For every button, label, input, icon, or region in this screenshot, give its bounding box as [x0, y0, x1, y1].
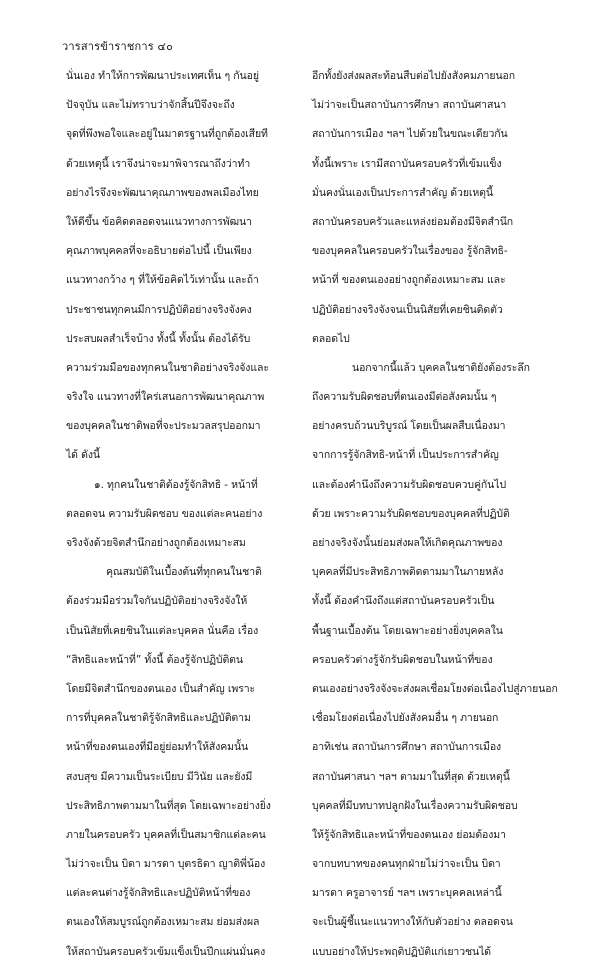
text-line: นอกจากนี้แล้ว บุคคลในชาติยังต้องระลึก — [352, 361, 530, 374]
numbered-heading-line: จริงจังด้วยจิตสำนึกอย่างถูกต้องเหมาะสม — [66, 537, 246, 549]
running-header: วารสารข้าราชการ ๔๐ — [62, 40, 173, 53]
text-line: อย่างครบถ้วนบริบูรณ์ โดยเป็นผลสืบเนื่องมา — [312, 420, 506, 433]
left-column — [66, 62, 306, 967]
text-line: สงบสุข มีความเป็นระเบียบ มีวินัย และยังมี — [66, 770, 253, 783]
text-line: จากการรู้จักสิทธิ-หน้าที่ เป็นประการสำคัญ — [312, 449, 499, 462]
text-line: นั่นเอง ทำให้การพัฒนาประเทศเห็น ๆ กันอยู่ — [66, 70, 259, 82]
text-line: มั่นคงนั่นเองเป็นประการสำคัญ ด้วยเหตุนี้ — [312, 186, 493, 199]
text-line: สถาบันครอบครัวและแหล่งย่อมต้องมีจิตสำนึก — [312, 215, 514, 228]
text-line: จะเป็นผู้ชี้แนะแนวทางให้กับตัวอย่าง ตลอดจน — [312, 916, 513, 929]
text-line: เป็นนิสัยที่เคยชินในแต่ละบุคคล นั่นคือ เรื่อง — [66, 624, 259, 637]
text-line: ให้รู้จักสิทธิและหน้าที่ของตนเอง ย่อมต้องมา — [312, 828, 506, 841]
text-line: ประชาชนทุกคนมีการปฏิบัติอย่างจริงจังคง — [66, 303, 252, 316]
text-line: หน้าที่ ของตนเองอย่างถูกต้องเหมาะสม และ — [312, 274, 506, 287]
text-line: ทั้งนี้ ต้องคำนึงถึงแต่สถาบันครอบครัวเป็น — [312, 595, 495, 608]
text-line: ของบุคคลในครอบครัวในเรื่องของ รู้จักสิทธิ- — [312, 245, 508, 258]
right-column — [312, 62, 558, 967]
text-line: มารดา ครูอาจารย์ ฯลฯ เพราะบุคคลเหล่านี้ — [312, 887, 502, 900]
text-line: บุคคลที่มีบทบาทปลูกฝังในเรื่องความรับผิดชอบ — [312, 799, 518, 812]
text-line: สถาบันการเมือง ฯลฯ ไปด้วยในขณะเดียวกัน — [312, 128, 508, 141]
text-line: ความร่วมมือของทุกคนในชาติอย่างจริงจังและ — [66, 361, 269, 374]
text-line: อาทิเช่น สถาบันการศึกษา สถาบันการเมือง — [312, 741, 502, 754]
text-line: สถาบันศาสนา ฯลฯ ตามมาในที่สุด ด้วยเหตุนี้ — [312, 770, 510, 783]
text-line: ได้ ดังนี้ — [66, 449, 100, 462]
text-line: ประสบผลสำเร็จบ้าง ทั้งนี้ ทั้งนั้น ต้องได้รับ — [66, 332, 251, 345]
text-line: และต้องคำนึงถึงความรับผิดชอบควบคู่กันไป — [312, 478, 507, 491]
text-line: แต่ละคนต่างรู้จักสิทธิและปฏิบัติหน้าที่ของ — [66, 887, 251, 900]
text-line: ภายในครอบครัว บุคคลที่เป็นสมาชิกแต่ละคน — [66, 828, 266, 841]
text-line: หน้าที่ของตนเองที่มีอยู่ย่อมทำให้สังคมนั้น — [66, 741, 249, 754]
text-line: ของบุคคลในชาติพอที่จะประมวลสรุปออกมา — [66, 420, 261, 433]
text-line: พื้นฐานเบื้องต้น โดยเฉพาะอย่างยิ่งบุคคลใน — [312, 624, 503, 637]
text-line: จริงใจ แนวทางที่ใคร่เสนอการพัฒนาคุณภาพ — [66, 391, 265, 404]
text-line: “สิทธิและหน้าที่” ทั้งนี้ ต้องรู้จักปฏิบัติตน — [66, 653, 243, 666]
text-line: ไม่ว่าจะเป็นสถาบันการศึกษา สถาบันศาสนา — [312, 99, 507, 112]
text-line: ด้วย เพราะความรับผิดชอบของบุคคลที่ปฏิบัติ — [312, 507, 510, 520]
text-line: อีกทั้งยังส่งผลสะท้อนสืบต่อไปยังสังคมภายนอก — [312, 70, 515, 82]
text-line: บุคคลที่มีประสิทธิภาพติดตามมาในภายหลัง — [312, 566, 504, 579]
text-line: จากบทบาทของคนทุกฝ่ายไม่ว่าจะเป็น บิดา — [312, 858, 501, 871]
text-line: ไม่ว่าจะเป็น บิดา มารดา บุตรธิดา ญาติพี่น้อง — [66, 858, 266, 871]
text-line: แบบอย่างให้ประพฤติปฏิบัติแก่เยาวชนได้ — [312, 945, 492, 958]
text-line: โดยมีจิตสำนึกของตนเอง เป็นสำคัญ เพราะ — [66, 682, 256, 695]
text-line: คุณภาพบุคคลที่จะอธิบายต่อไปนี้ เป็นเพียง — [66, 245, 252, 258]
text-line: การที่บุคคลในชาติรู้จักสิทธิและปฏิบัติตาม — [66, 712, 251, 725]
text-line: ตนเองให้สมบูรณ์ถูกต้องเหมาะสม ย่อมส่งผล — [66, 916, 260, 929]
numbered-heading-line: ตลอดจน ความรับผิดชอบ ของแต่ละคนอย่าง — [66, 507, 263, 520]
text-line: ปฏิบัติอย่างจริงจังจนเป็นนิสัยที่เคยชินติดตัว — [312, 303, 503, 316]
text-line: เชื่อมโยงต่อเนื่องไปยังสังคมอื่น ๆ ภายนอก — [312, 712, 499, 725]
text-line: ตลอดไป — [312, 332, 350, 345]
text-line: ถึงความรับผิดชอบที่ตนเองมีต่อสังคมนั้น ๆ — [312, 391, 497, 404]
text-line: ทั้งนี้เพราะ เรามีสถาบันครอบครัวที่เข้มแข็ง — [312, 157, 502, 170]
text-line: แนวทางกว้าง ๆ ที่ให้ข้อคิดไว้เท่านั้น และถ้า — [66, 274, 259, 287]
text-line: คุณสมบัติในเบื้องต้นที่ทุกคนในชาติ — [106, 566, 262, 579]
text-line: ให้สถาบันครอบครัวเข้มแข็งเป็นปึกแผ่นมั่นคง — [66, 945, 266, 958]
text-line: ต้องร่วมมือร่วมใจกันปฏิบัติอย่างจริงจังให้ — [66, 595, 248, 608]
text-line: ปัจจุบัน และไม่ทราบว่าจักสิ้นปีจึงจะถึง — [66, 99, 235, 112]
text-line: ประสิทธิภาพตามมาในที่สุด โดยเฉพาะอย่างยิ่ง — [66, 799, 271, 812]
text-line: อย่างไรจึงจะพัฒนาคุณภาพของพลเมืองไทย — [66, 186, 259, 199]
text-line: อย่างจริงจังนั้นย่อมส่งผลให้เกิดคุณภาพของ — [312, 537, 503, 549]
numbered-heading: ๑. ทุกคนในชาติต้องรู้จักสิทธิ - หน้าที่ — [94, 478, 258, 491]
text-line: ตนเองอย่างจริงจังจะส่งผลเชื่อมโยงต่อเนื่องไปสู่ภายนอก — [312, 682, 558, 695]
text-line: จุดที่พึงพอใจและอยู่ในมาตรฐานที่ถูกต้องเสียที — [66, 128, 268, 141]
text-line: ด้วยเหตุนี้ เราจึงน่าจะมาพิจารณาถึงว่าทำ — [66, 157, 251, 170]
text-line: ให้ดีขึ้น ข้อคิดตลอดจนแนวทางการพัฒนา — [66, 215, 252, 228]
text-line: ครอบครัวต่างรู้จักรับผิดชอบในหน้าที่ของ — [312, 653, 493, 666]
